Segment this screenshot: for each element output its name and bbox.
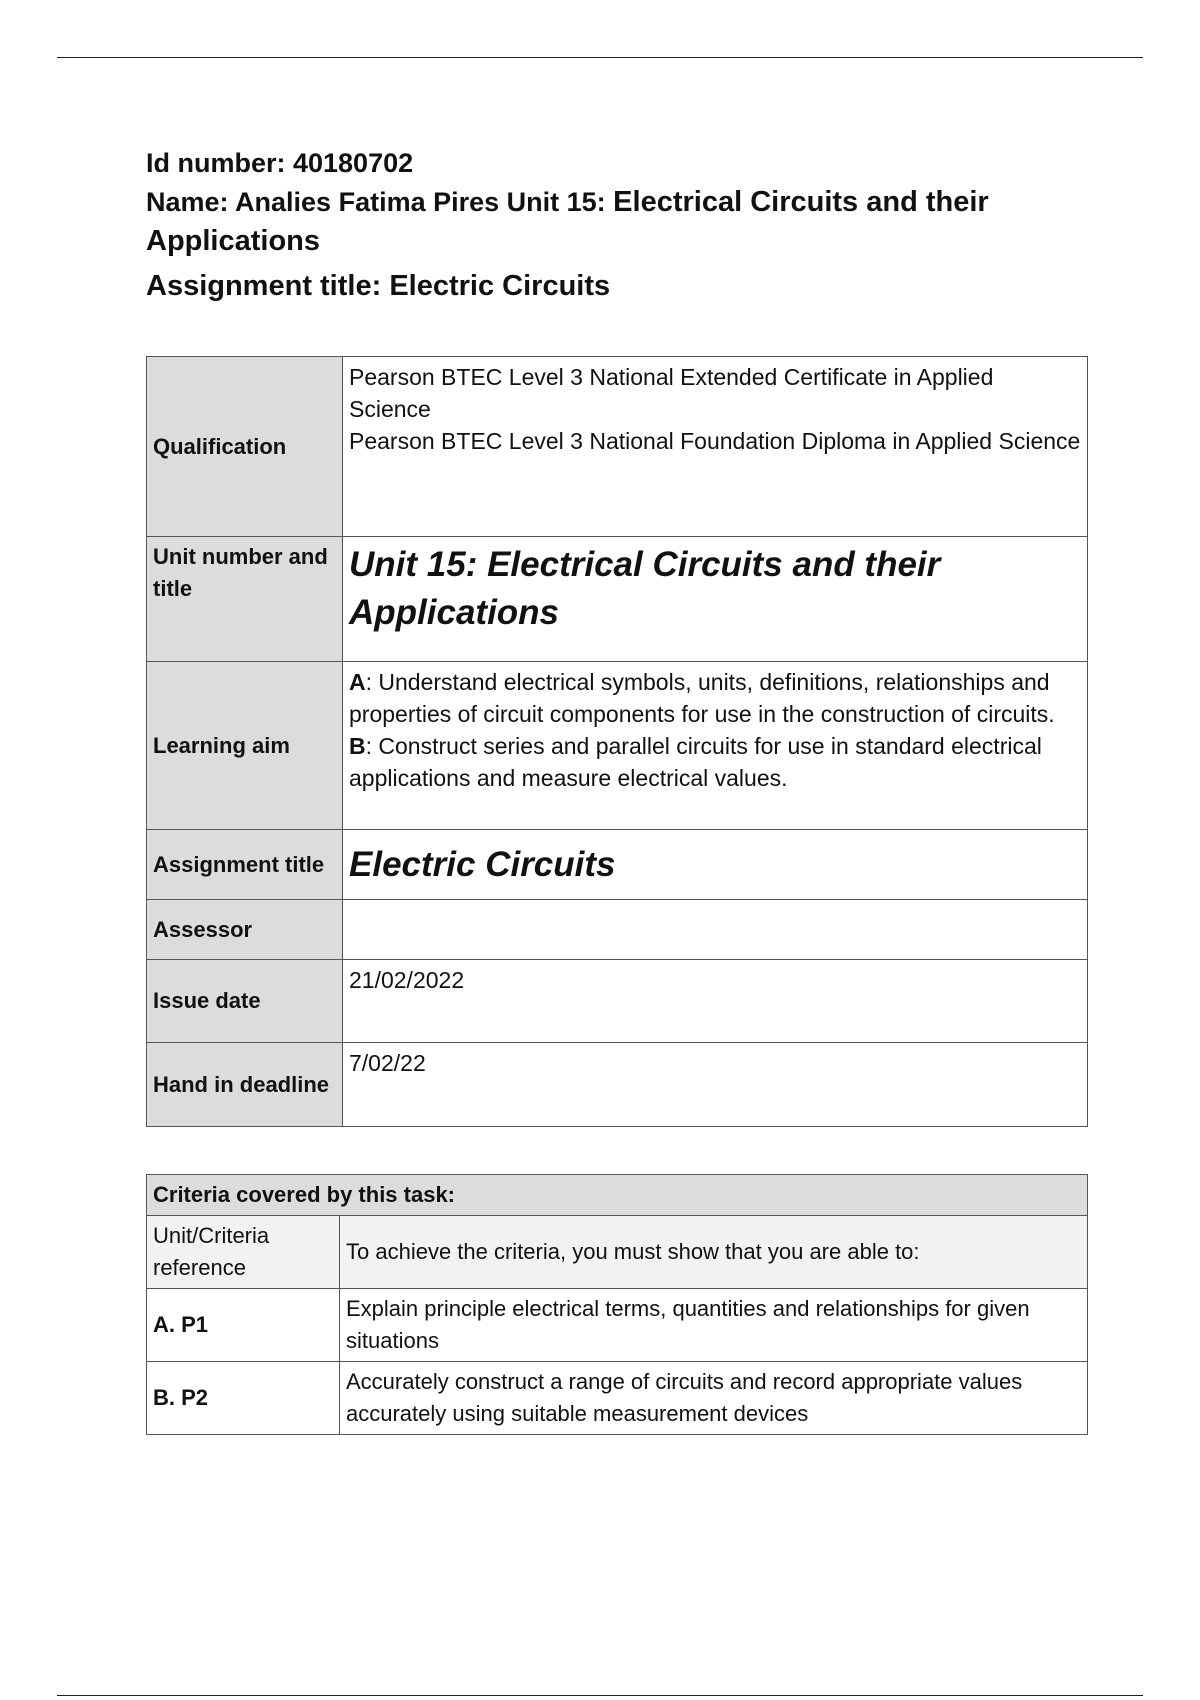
assignment-title-prefix: Assignment title:: [146, 270, 390, 302]
criteria-header-row: [147, 1216, 1088, 1289]
assignment-title-cell: [343, 830, 1088, 900]
deadline-value: 7/02/22: [343, 1043, 1088, 1127]
document-header: [146, 144, 1096, 306]
assessor-row: [147, 900, 1088, 960]
name-line-2: Applications: [146, 225, 321, 257]
learning-aim-value: [343, 662, 1088, 830]
top-rule: [57, 57, 1143, 58]
qualification-row: [147, 357, 1088, 537]
learning-aim-b-key: B: [349, 733, 366, 759]
name-line-prefix: Name: Analies Fatima Pires Unit 15:: [146, 187, 614, 217]
learning-aim-row: [147, 662, 1088, 830]
criteria-table: [146, 1174, 1088, 1435]
table-row: [147, 1362, 1088, 1435]
assignment-title-line: [146, 267, 1096, 306]
issue-date-row: [147, 960, 1088, 1043]
assignment-title-value-cell: Electric Circuits: [349, 844, 616, 884]
issue-date-value: 21/02/2022: [343, 960, 1088, 1043]
learning-aim-b-text: : Construct series and parallel circuits for use in standard electrical applications and measure electrical values.: [349, 733, 1042, 791]
criteria-desc: Explain principle electrical terms, quantities and relationships for given situations: [340, 1289, 1088, 1362]
criteria-ref: A. P1: [147, 1289, 340, 1362]
learning-aim-b: [349, 730, 1081, 794]
learning-aim-a-key: A: [349, 669, 366, 695]
qualification-value: [343, 357, 1088, 537]
deadline-label: Hand in deadline: [147, 1043, 343, 1127]
unit-value-cell: [343, 537, 1088, 662]
criteria-ref: B. P2: [147, 1362, 340, 1435]
name-line-unit: Electrical Circuits and their: [613, 186, 989, 218]
criteria-col1-header: Unit/Criteria reference: [147, 1216, 340, 1289]
assessor-label: Assessor: [147, 900, 343, 960]
criteria-heading: Criteria covered by this task:: [147, 1175, 1088, 1216]
criteria-col2-header: To achieve the criteria, you must show that you are able to:: [340, 1216, 1088, 1289]
name-line: [146, 183, 1096, 222]
learning-aim-label: Learning aim: [147, 662, 343, 830]
id-number: Id number: 40180702: [146, 148, 414, 178]
learning-aim-a: [349, 666, 1081, 730]
assignment-title-row: [147, 830, 1088, 900]
criteria-desc: Accurately construct a range of circuits and record appropriate values accurately using suitable measurement devices: [340, 1362, 1088, 1435]
learning-aim-a-text: : Understand electrical symbols, units, definitions, relationships and properties of circuit components for use in the construction of circuits.: [349, 669, 1055, 727]
qualification-value-1: Pearson BTEC Level 3 National Extended Certificate in Applied Science: [349, 364, 994, 422]
assignment-title-label: Assignment title: [147, 830, 343, 900]
assignment-info-table: [146, 356, 1088, 1127]
criteria-heading-row: [147, 1175, 1088, 1216]
unit-row: [147, 537, 1088, 662]
unit-value: Unit 15: Electrical Circuits and their Applications: [349, 545, 941, 632]
unit-label: Unit number and title: [147, 537, 343, 662]
issue-date-label: Issue date: [147, 960, 343, 1043]
assessor-value: [343, 900, 1088, 960]
qualification-value-2: Pearson BTEC Level 3 National Foundation Diploma in Applied Science: [349, 428, 1081, 454]
assignment-title-value: Electric Circuits: [389, 270, 611, 302]
deadline-row: [147, 1043, 1088, 1127]
table-row: [147, 1289, 1088, 1362]
qualification-label: Qualification: [147, 357, 343, 537]
bottom-rule: [57, 1695, 1143, 1696]
